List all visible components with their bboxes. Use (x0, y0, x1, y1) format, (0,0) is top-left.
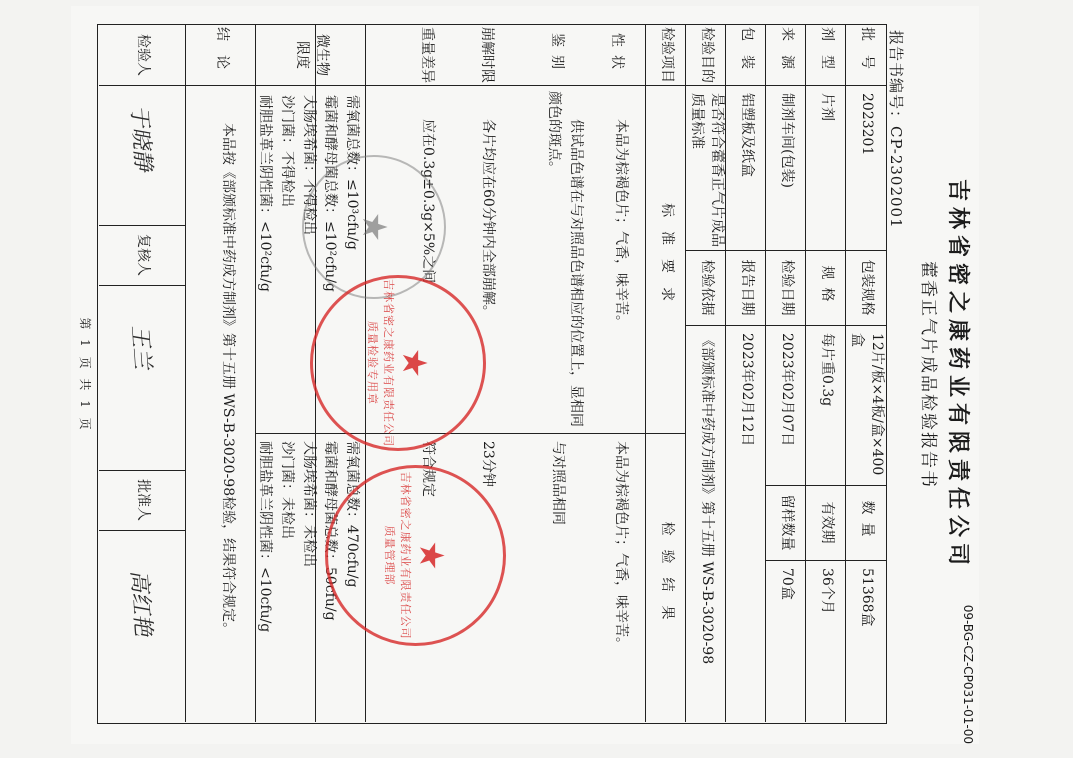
purpose-label: 检验目的 (698, 27, 715, 83)
micro-standard: 霉菌和酵母菌总数：≤10²cfu/g (322, 95, 339, 292)
dosage-form-label: 剂型 (818, 27, 835, 83)
purpose-value: 是否符合藿香正气片成品质量标准 (689, 93, 725, 247)
micro-result: 大肠埃希菌：未检出 (300, 441, 317, 567)
test-date-value: 2023年02月07日 (778, 333, 795, 447)
report-sheet (71, 6, 979, 744)
approver-label: 批准人 (135, 479, 152, 521)
row-divider (185, 25, 186, 722)
test-result: 符合规定 (420, 441, 436, 497)
basis-label: 检验依据 (698, 259, 715, 316)
dosage-form-value: 片剂 (818, 93, 835, 121)
package-value: 铝塑板及纸盒 (738, 93, 755, 177)
pack-spec-value: 12片/板×4板/盒×400盒 (849, 333, 885, 476)
approver-signature: 高红艳 (125, 569, 156, 637)
company-seal (325, 465, 506, 646)
micro-result: 霉菌和酵母菌总数：50cfu/g (322, 441, 339, 621)
basis-value: 《部颁标准中药成方制剂》第十五册 WS-B-3020-98 (698, 333, 715, 665)
expiry-label: 有效期 (818, 501, 835, 544)
test-result: 与对照品相同 (550, 441, 566, 525)
col-divider (256, 433, 686, 434)
micro-result: 需氧菌总数：470cfu/g (344, 441, 360, 588)
reviewer-signature: 王兰 (126, 324, 155, 370)
spec-value: 每片重0.3g (818, 333, 835, 407)
star-icon: ★ (354, 211, 394, 243)
test-item-name: 性状 (608, 33, 625, 77)
test-standard: 本品为棕褐色片；气香，味辛苦。 (613, 119, 629, 329)
test-item-name: 重量差异 (418, 27, 435, 83)
test-item-header: 检验项目 (658, 27, 675, 83)
test-item-name: 鉴别 (548, 33, 565, 77)
test-item-name: 崩解时限 (478, 27, 495, 83)
result-header: 检验结果 (658, 521, 675, 634)
conclusion-label: 结论 (213, 27, 230, 83)
test-result: 23分钟 (480, 441, 496, 487)
test-standard: 供试品色谱在与对照品色谱相应的位置上，显相同颜色的斑点。 (546, 91, 584, 427)
batch-value: 2023201 (858, 93, 875, 156)
micro-standard: 需氧菌总数：≤10³cfu/g (344, 95, 360, 250)
col-divider (99, 285, 186, 286)
report-date-label: 报告日期 (738, 259, 755, 316)
company-title: 吉林省密之康药业有限责任公司 (945, 178, 971, 571)
report-date-value: 2023年02月12日 (738, 333, 755, 447)
seal-text: 吉林省密之康药业有限责任公司 质量管理部 (383, 471, 413, 640)
reviewer-label: 复核人 (135, 234, 152, 276)
quantity-label: 数量 (858, 500, 875, 545)
test-standard: 应在0.3g±0.3g×5%之间 (420, 119, 436, 284)
test-item-name: 微生物限度 (294, 34, 330, 76)
doc-code: 09-BG-CZ-CP031-01-00 (961, 604, 975, 744)
quantity-value: 51368盒 (858, 568, 875, 627)
micro-result: 耐胆盐革兰阴性菌：<10cfu/g (257, 441, 274, 633)
source-label: 来源 (778, 27, 795, 83)
report-table (97, 24, 887, 724)
source-value: 制剂车间(包装) (778, 93, 795, 188)
star-icon: ★ (394, 347, 434, 379)
micro-result: 沙门菌：未检出 (278, 441, 295, 539)
micro-standard: 耐胆盐革兰阴性菌：<10²cfu/g (257, 95, 274, 292)
batch-label: 批号 (858, 27, 875, 83)
standard-header: 标准要求 (658, 203, 675, 315)
col-divider (99, 530, 186, 531)
test-result: 本品为棕褐色片；气香，味辛苦。 (613, 441, 629, 651)
report-title: 藿香正气片成品检验报告书 (918, 261, 938, 489)
report-number: 报告书编号：CP-2302001 (887, 30, 905, 229)
inspector-signature: 于晓静 (125, 104, 156, 172)
conclusion-text: 本品按《部颁标准中药成方制剂》第十五册 WS-B-3020-98检验，结果符合规定。 (220, 123, 236, 637)
micro-standard: 大肠埃希菌：不得检出 (300, 95, 317, 235)
quality-seal (310, 275, 486, 451)
pack-spec-label: 包装规格 (858, 259, 875, 316)
micro-standard: 沙门菌：不得检出 (278, 95, 295, 207)
page-footer: 第 1 页 共 1 页 (78, 317, 92, 433)
test-date-label: 检验日期 (778, 259, 795, 316)
retain-label: 留样数量 (778, 494, 795, 551)
spec-label: 规格 (818, 265, 835, 310)
expiry-value: 36个月 (818, 568, 835, 614)
package-label: 包装 (738, 27, 755, 83)
inspector-label: 检验人 (135, 34, 152, 76)
seal-text: 吉林省密之康药业有限责任公司 质量检验专用章 (366, 279, 395, 447)
star-icon: ★ (411, 540, 452, 571)
retain-value: 70盒 (778, 568, 795, 600)
test-standard: 各片均应在60分钟内全部崩解。 (480, 119, 496, 319)
